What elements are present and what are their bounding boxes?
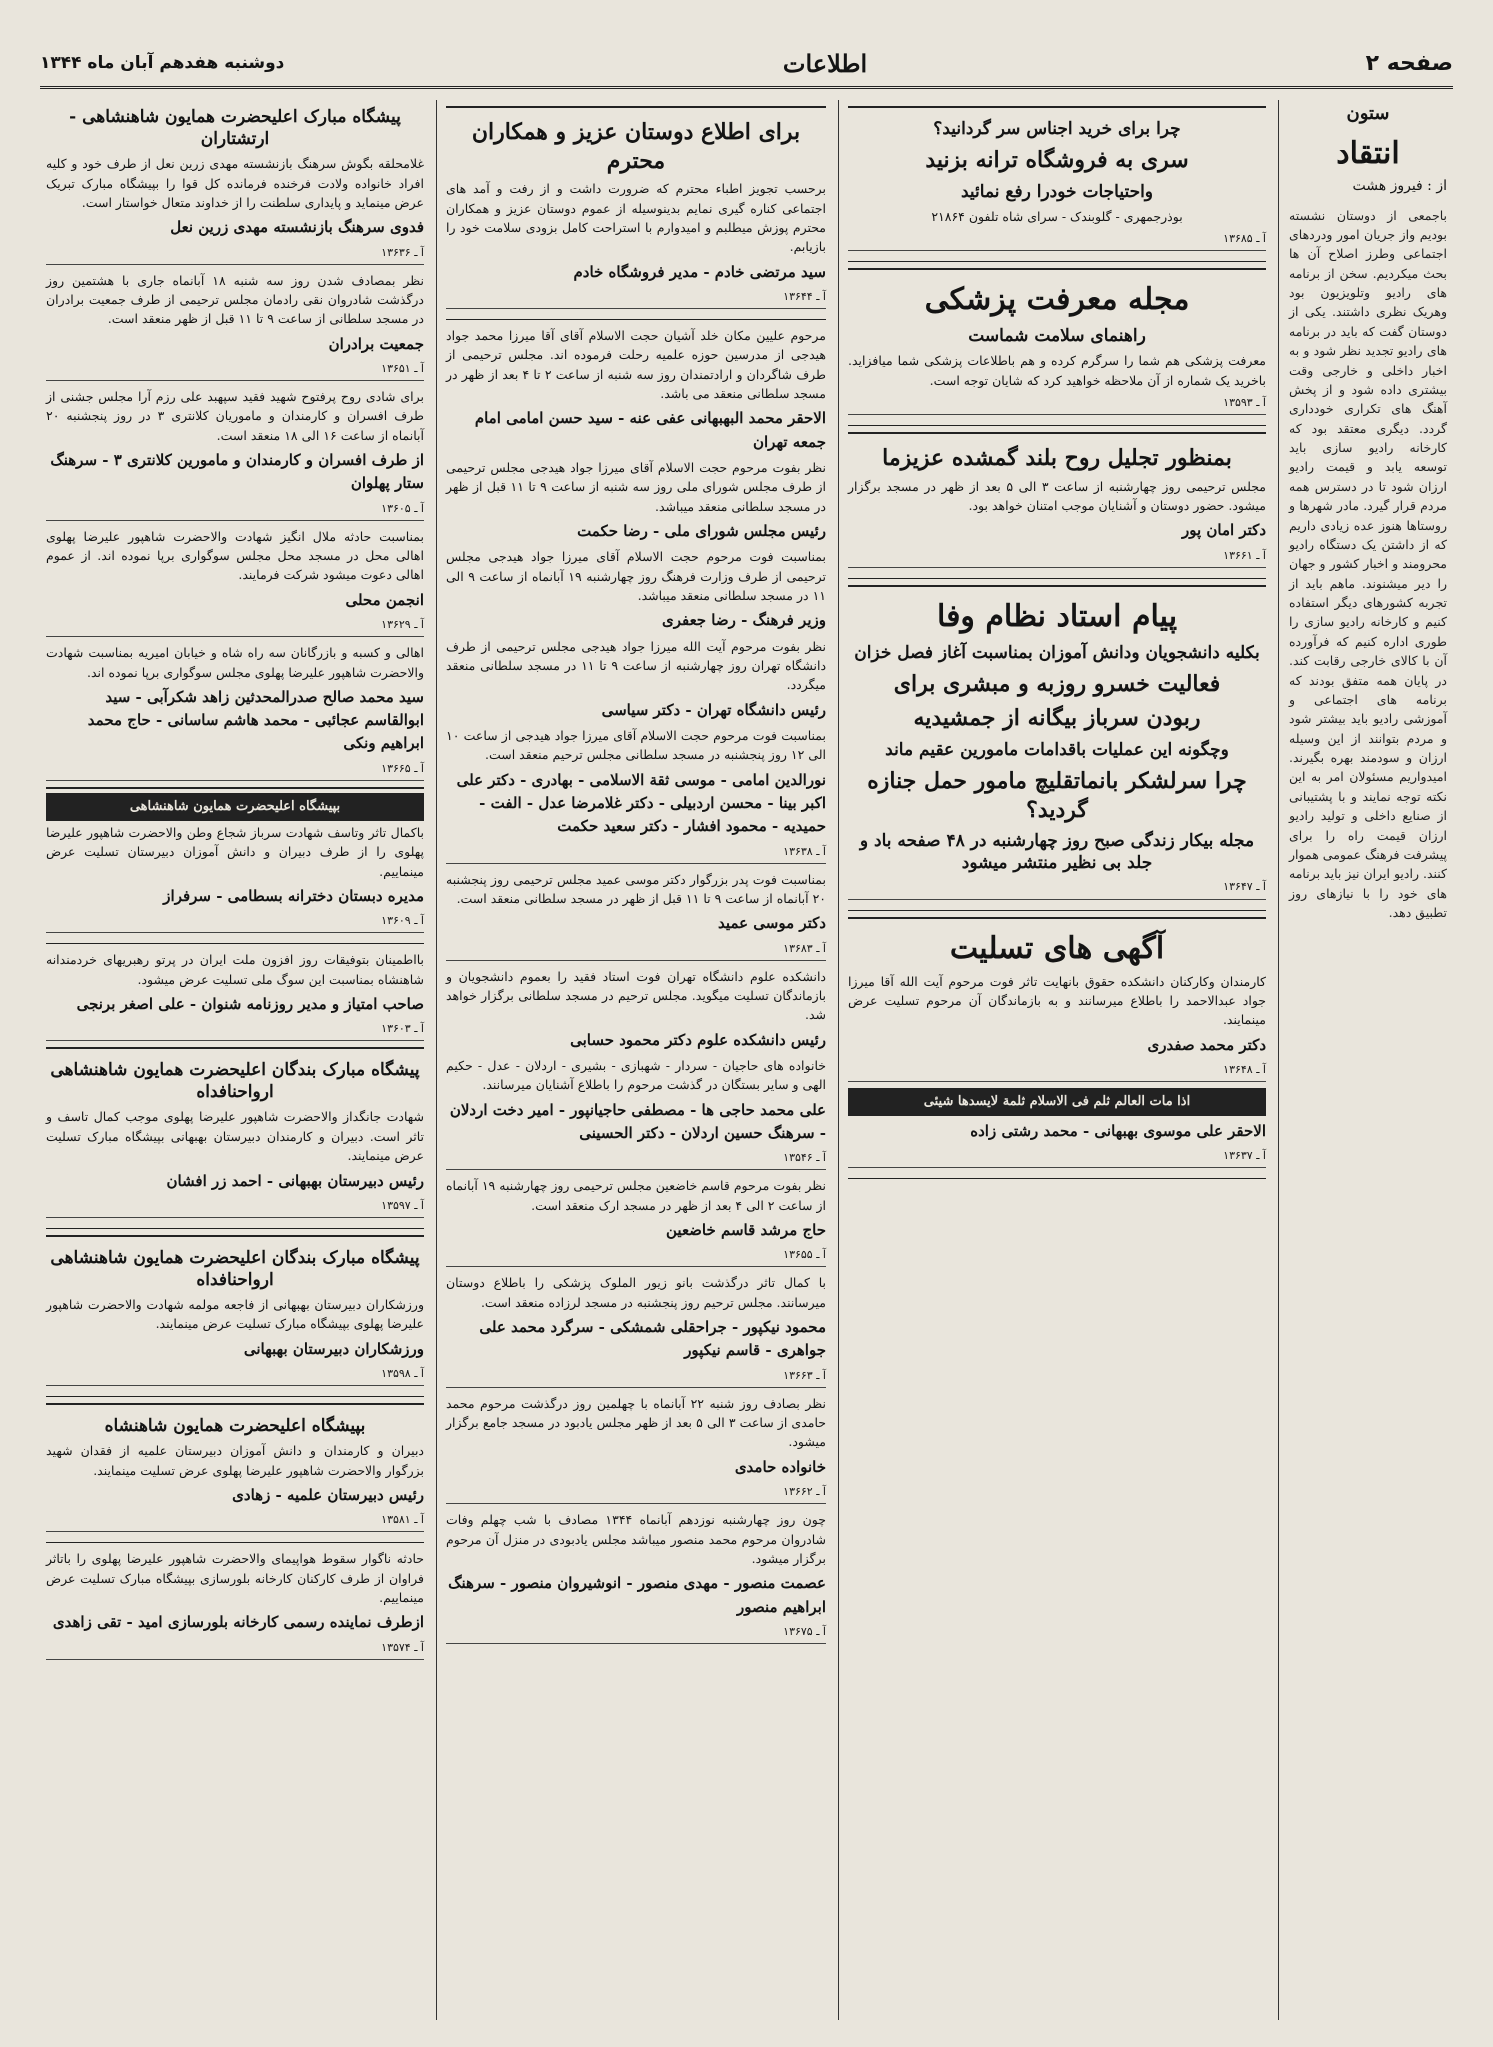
notice-body: نظر بمصادف شدن روز سه شنبه ۱۸ آبانماه جاری با هشتمین روز درگذشت شادروان نقی رادمان مجلس ترحیمی از طرف جمعیت برادران در مسجد سلطانی از ساعت ۹ تا ۱۱ قبل از ظهر منعقد است. bbox=[46, 272, 424, 327]
obituary-signature: رئیس دانشکده علوم دکتر محمود حسابی bbox=[570, 1030, 826, 1049]
ad-code: آ ـ ۱۳۶۸۳ bbox=[783, 941, 826, 955]
quote-banner: اذا مات العالم ثلم فی الاسلام ثلمة لایسدها شیئی bbox=[848, 1088, 1266, 1116]
notice-body: باکمال تاثر وتاسف شهادت سرباز شجاع وطن والاحضرت شاهپور علیرضا پهلوی را از طرف دبیران و دانش آموزان دبیرستان تسلیت عرض مینماییم. bbox=[46, 824, 424, 879]
notice-signature: از طرف افسران و کارمندان و مامورین کلانتری ۳ - سرهنگ ستار پهلوان bbox=[50, 451, 424, 493]
obituary-signature: نورالدین امامی - موسی ثقة الاسلامی - بهادری - دکتر علی اکبر بینا - محسن اردبیلی - دکتر غلامرضا عدل - الفت - حمیدیه - محمود افشار - دکتر سعید حکمت bbox=[456, 770, 826, 836]
feature-line: فعالیت خسرو روزبه و مبشری برای bbox=[893, 670, 1221, 697]
ad-code: آ ـ ۱۳۶۴۴ bbox=[783, 289, 826, 303]
column-divider bbox=[1278, 100, 1279, 2020]
condolence-signature: دکتر محمد صفدری bbox=[1147, 1035, 1266, 1054]
ad-store-address: بوذرجمهری - گلوبندک - سرای شاه تلفون ۲۱۸۶۴ bbox=[931, 208, 1183, 224]
condolence-title: آگهی های تسلیت bbox=[949, 930, 1165, 966]
feature-line: بکلیه دانشجویان ودانش آموزان بمناسبت آغاز فصل خزان bbox=[854, 642, 1260, 663]
obituary-item bbox=[446, 106, 826, 320]
magazine-body: معرفت پزشکی هم شما را سرگرم کرده و هم باطلاعات پزشکی شما میافزاید. باخرید یک شماره از آن ملاحظه خواهید کرد که شایان توجه است. bbox=[848, 353, 1266, 388]
obituary-body: بمناسبت فوت پدر بزرگوار دکتر موسی عمید مجلس ترحیمی روز پنجشنبه ۲۰ آبانماه از ساعت ۹ تا ۱۱ قبل از ظهر در مسجد سلطانی منعقد است. bbox=[446, 871, 826, 907]
ad-magazine bbox=[848, 268, 1266, 426]
notice-body: حادثه ناگوار سقوط هواپیمای والاحضرت شاهپور علیرضا پهلوی را باتاثر فراوان از طرف کارکنان کارخانه بلورسازی بپیشگاه مبارک تسلیت عرض مینماییم. bbox=[46, 1551, 424, 1606]
ad-code: آ ـ ۱۳۶۵۱ bbox=[381, 361, 424, 375]
obituary-item bbox=[446, 967, 826, 1052]
column-divider bbox=[436, 100, 437, 2020]
critique-title: انتقاد bbox=[1336, 135, 1400, 171]
ad-code: آ ـ ۱۳۵۸۱ bbox=[381, 1513, 424, 1527]
page-number: صفحه ۲ bbox=[1365, 50, 1453, 76]
obituary-item bbox=[446, 637, 826, 722]
ad-store-subtitle: سری به فروشگاه ترانه بزنید bbox=[925, 147, 1189, 174]
notice-item bbox=[46, 1235, 424, 1397]
notice-item bbox=[46, 787, 424, 945]
condolence-body: کارمندان وکارکنان دانشکده حقوق بانهایت تاثر فوت مرحوم آیت الله آقا میرزا جواد عبدالاحمد را باطلاع میرسانند و به بازماندگان آن مرحوم تسلیت عرض مینمایند. bbox=[848, 973, 1266, 1028]
notice-signature: سید محمد صالح صدرالمحدثین زاهد شکرآبی - سید ابوالقاسم عجائبی - محمد هاشم ساسانی - حاج محمد ابراهیم ونکی bbox=[87, 687, 424, 753]
notice-item bbox=[46, 643, 424, 781]
ad-code: آ ـ ۱۳۶۶۳ bbox=[783, 1368, 826, 1382]
notice-item bbox=[46, 1047, 424, 1229]
obituary-signature: سید مرتضی خادم - مدیر فروشگاه خادم bbox=[573, 262, 826, 281]
feature-line: مجله بیکار زندگی صبح روز چهارشنبه در ۴۸ صفحه باد و جلد بی نظیر منتشر میشود bbox=[859, 831, 1255, 874]
notice-signature: ورزشکاران دبیرستان بهبهانی bbox=[243, 1339, 424, 1358]
obituary-signature: عصمت منصور - مهدی منصور - انوشیروان منصور - سرهنگ ابراهیم منصور bbox=[448, 1574, 826, 1616]
paper-name: اطلاعات bbox=[782, 48, 868, 78]
feature-article bbox=[848, 585, 1266, 911]
ad-code: آ ـ ۱۳۵۴۶ bbox=[783, 1151, 826, 1165]
obituary-body: دانشکده علوم دانشگاه تهران فوت استاد فقید را بعموم دانشجویان و بازماندگان تسلیت میگوید. مجلس ترحیم در مسجد سلطانی برگزار خواهد شد. bbox=[446, 968, 826, 1023]
notice-banner: بپیشگاه اعلیحضرت همایون شاهنشاهی bbox=[46, 793, 424, 821]
obituary-signature: رئیس دانشگاه تهران - دکتر سیاسی bbox=[601, 700, 826, 719]
masthead bbox=[40, 40, 1453, 89]
ad-code: آ ـ ۱۳۶۰۳ bbox=[381, 1022, 424, 1036]
notice-title: پیشگاه مبارک بندگان اعلیحضرت همایون شاهنشاهی ارواحنافداه bbox=[50, 1060, 420, 1103]
obituary-body: بمناسبت فوت مرحوم حجت الاسلام آقای میرزا جواد هیدجی مجلس ترحیمی از طرف وزارت فرهنگ روز چهارشنبه ۱۹ آبانماه از ساعت ۹ الی ۱۱ در مسجد سلطانی منعقد میباشد. bbox=[446, 549, 826, 604]
ad-code: آ ـ ۱۳۶۳۷ bbox=[1223, 1149, 1266, 1163]
notice-item bbox=[46, 271, 424, 381]
notice-body: اهالی و کسبه و بازرگانان سه راه شاه و خیابان امیریه بمناسبت شهادت والاحضرت شاهپور علیرضا پهلوی مجلس سوگواری برپا نموده اند. bbox=[46, 645, 424, 680]
obituary-signature: محمود نیکپور - جراحقلی شمشکی - سرگرد محمد علی جواهری - قاسم نیکپور bbox=[479, 1318, 826, 1360]
notice-item bbox=[46, 387, 424, 521]
obituary-body: نظر بفوت مرحوم آیت الله میرزا جواد هیدجی مجلس ترحیمی از طرف دانشگاه تهران روز چهارشنبه از ساعت ۹ تا ۱۱ در مسجد سلطانی منعقد میگردد. bbox=[446, 638, 827, 693]
feature-line: چرا سرلشکر بانماتقلیچ مامور حمل جنازه گردید؟ bbox=[867, 768, 1247, 823]
notice-signature: جمعیت برادران bbox=[328, 334, 424, 353]
magazine-sub: راهنمای سلامت شماست bbox=[968, 326, 1146, 347]
notice-title: بپیشگاه اعلیحضرت همایون شاهنشاه bbox=[104, 1416, 366, 1437]
memorial-notice bbox=[848, 432, 1266, 579]
ad-code: آ ـ ۱۳۵۹۷ bbox=[381, 1198, 424, 1212]
obituary-body: نظر بفوت مرحوم حجت الاسلام آقای میرزا جواد هیدجی مجلس ترحیمی از طرف مجلس شورای ملی روز سه شنبه از ساعت ۹ تا ۱۱ قبل از ظهر در مسجد سلطانی منعقد میباشد. bbox=[446, 459, 827, 514]
obituary-signature: علی محمد حاجی ها - مصطفی حاجیانپور - امیر دخت اردلان - سرهنگ حسین اردلان - دکتر الحسینی bbox=[449, 1100, 826, 1143]
ad-code: آ ـ ۱۳۶۲۹ bbox=[381, 618, 424, 632]
obituary-body: با کمال تاثر درگذشت بانو زیور الملوک پزشکی را باطلاع دوستان میرسانند. مجلس ترحیم روز پنجشنبه در مسجد لرزاده منعقد است. bbox=[446, 1275, 826, 1310]
critique-body: باجمعی از دوستان نشسته بودیم واز جریان امور ودردهای اجتماعی وطرز اصلاح آن ها بحث میکردیم. سخن از برنامه های رادیو وتلویزیون بود وهریک نظری داشتند. یکی از دوستان گفت که باید در برنامه های رادیو تجدید نظر شود و به اخبار داخلی و خارجی وقت بیشتری داده شود و از پخش آهنگ های تکراری خودداری گردد. دیگری معتقد بود که کارخانه رادیو سازی باید توسعه یابد و قیمت رادیو ارزان شود تا در دسترس همه مردم قرار گیرد. مادر شهرها و روستاها هنوز عده زیادی داریم که از داشتن یک دستگاه رادیو محرومند و اخبار کشور و جهان را دیر میشنوند. ماهم باید از تجربه کشورهای دیگر استفاده کنیم و کارخانه رادیو سازی را طوری اداره کنیم که فرآورده آن با کالای خارجی رقابت کند. در پایان همه متفق بودند که برنامه های اجتماعی و آموزشی رادیو باید بیشتر شود و مردم بتوانند از این وسیله ارزان و سودمند بهره بگیرند. امیدواریم مسئولان امر به این نکته توجه نمایند و با پشتیبانی از صنایع داخلی و تولید رادیو ارزان قیمت راه را برای پیشرفت فرهنگ عمومی هموار کنند. رادیو ایران نیز باید برنامه های خود را با نیازهای روز تطبیق دهد. bbox=[1289, 207, 1447, 921]
column-condolences bbox=[40, 100, 430, 2020]
ad-store-title: چرا برای خرید اجناس سر گردانید؟ bbox=[933, 119, 1181, 139]
ad-code: آ ـ ۱۳۶۸۵ bbox=[1223, 232, 1266, 246]
ad-code: آ ـ ۱۳۶۰۵ bbox=[381, 501, 424, 515]
notice-item bbox=[46, 1403, 424, 1543]
obituary-body: چون روز چهارشنبه نوزدهم آبانماه ۱۳۴۴ مصادف با شب چهلم وفات شادروان مرحوم محمد منصور میباشد مجلس یادبودی در منزل آن مرحوم برگزار میشود. bbox=[446, 1512, 826, 1566]
notice-item bbox=[46, 950, 424, 1041]
ad-code: آ ـ ۱۳۶۶۱ bbox=[1223, 548, 1266, 562]
obituary-item bbox=[446, 726, 826, 864]
notice-title: پیشگاه مبارک بندگان اعلیحضرت همایون شاهنشاهی ارواحنافداه bbox=[50, 1247, 420, 1290]
obituary-body: خانواده های حاجیان - سردار - شهبازی - بشیری - اردلان - عدل - حکیم الهی و سایر بستگان در گذشت مرحوم را باطلاع آشنایان میرسانند. bbox=[446, 1058, 826, 1093]
obituary-item bbox=[446, 1176, 826, 1267]
obituary-body: مرحوم علیین مکان خلد آشیان حجت الاسلام آقای آقا میرزا محمد جواد هیدجی از مدرسین حوزه علمیه رحلت فرموده اند. مجلس ترحیمی از طرف شاگردان و ارادتمندان روز سه شنبه از ساعت ۲ تا ۴ بعد از ظهر در مسجد سلطانی منعقد می باشد. bbox=[446, 327, 827, 402]
obituary-item bbox=[446, 1394, 826, 1504]
obituary-item bbox=[446, 547, 826, 632]
ad-code: آ ـ ۱۳۶۶۵ bbox=[381, 761, 424, 775]
obituary-body: برحسب تجویز اطباء محترم که ضرورت داشت و از رفت و آمد های اجتماعی کناره گیری نمایم بدینوسیله از عموم دوستان عزیز و همکاران محترم پوزش میطلبم و امیدوارم با استراحت کامل بزودی سلامت خود را بازیابم. bbox=[446, 181, 826, 255]
ad-code: آ ـ ۱۳۶۷۵ bbox=[783, 1624, 826, 1638]
obituary-signature: خانواده حامدی bbox=[734, 1457, 826, 1476]
feature-title: پیام استاد نظام وفا bbox=[936, 598, 1178, 634]
notice-body: دبیران و کارمندان و دانش آموزان دبیرستان علمیه از فقدان شهید بزرگوار والاحضرت شاهپور علیرضا پهلوی عرض تسلیت مینمایند. bbox=[46, 1443, 424, 1478]
obituary-item bbox=[446, 458, 826, 543]
notice-body: برای شادی روح پرفتوح شهید فقید سپهبد علی رزم آرا مجلس جشنی از طرف افسران و کارمندان و ماموریان کلانتری ۳ در روز پنجشنبه ۲۰ آبانماه از ساعت ۱۶ الی ۱۸ منعقد است. bbox=[46, 389, 424, 443]
notice-title: پیشگاه مبارک اعلیحضرت همایون شاهنشاهی - ارتشتاران bbox=[69, 107, 401, 150]
ad-code: آ ـ ۱۳۶۵۵ bbox=[783, 1248, 826, 1262]
ad-code: آ ـ ۱۳۶۳۶ bbox=[381, 245, 424, 259]
notice-body: ورزشکاران دبیرستان بهبهانی از فاجعه مولمه شهادت والاحضرت شاهپور علیرضا پهلوی بپیشگاه مبارک تسلیت عرض مینمایند. bbox=[46, 1297, 424, 1332]
obituary-title: برای اطلاع دوستان عزیز و همکاران محترم bbox=[471, 119, 801, 174]
condolence-section bbox=[848, 917, 1266, 1180]
ad-store bbox=[848, 106, 1266, 262]
notice-signature: مدیره دبستان دخترانه بسطامی - سرفراز bbox=[163, 886, 424, 905]
column-divider bbox=[838, 100, 839, 2020]
notice-signature: انجمن محلی bbox=[345, 590, 424, 609]
critique-author: از : فیروز هشت bbox=[1352, 177, 1447, 194]
ad-code: آ ـ ۱۳۵۹۸ bbox=[381, 1367, 424, 1381]
obituary-signature: الاحقر محمد البهبهانی عفی عنه - سید حسن امامی امام جمعه تهران bbox=[474, 409, 826, 451]
magazine-title: مجله معرفت پزشکی bbox=[924, 282, 1190, 318]
column-obituaries bbox=[440, 100, 832, 2020]
notice-body: مجلس ترحیمی روز چهارشنبه از ساعت ۳ الی ۵ بعد از ظهر در مسجد برگزار میشود. حضور دوستان و آشنایان موجب امتنان خواهد بود. bbox=[848, 478, 1266, 514]
ad-code: آ ـ ۱۳۵۷۴ bbox=[381, 1640, 424, 1654]
ad-code: آ ـ ۱۳۶۳۸ bbox=[783, 844, 826, 858]
issue-date: دوشنبه هفدهم آبان ماه ۱۳۴۴ bbox=[40, 53, 285, 73]
notice-item bbox=[46, 527, 424, 637]
notice-body: بااطمینان بتوفیقات روز افزون ملت ایران در پرتو رهبریهای خردمندانه شاهنشاه بمناسبت این سوگ ملی تسلیت عرض میشود. bbox=[46, 952, 424, 987]
column-header: ستون bbox=[1346, 103, 1390, 124]
obituary-body: نظر بفوت مرحوم قاسم خاضعین مجلس ترحیمی روز چهارشنبه ۱۹ آبانماه از ساعت ۲ الی ۴ بعد از ظهر در مسجد ارک منعقد است. bbox=[446, 1178, 826, 1213]
obituary-item bbox=[446, 870, 826, 961]
feature-line: وچگونه این عملیات باقدامات مامورین عقیم ماند bbox=[885, 740, 1229, 761]
notice-signature: رئیس دبیرستان علمیه - زهادی bbox=[232, 1485, 424, 1504]
notice-signature: فدوی سرهنگ بازنشسته مهدی زرین نعل bbox=[170, 218, 424, 237]
obituary-item bbox=[446, 1273, 826, 1387]
obituary-body: نظر بصادف روز شنبه ۲۲ آبانماه با چهلمین روز درگذشت مرحوم محمد حامدی از ساعت ۳ الی ۵ بعد از ظهر مجلس یادبود در مسجد جامع برگزار میشود. bbox=[446, 1395, 826, 1450]
obituary-item bbox=[446, 326, 826, 454]
obituary-signature: وزیر فرهنگ - رضا جعفری bbox=[661, 611, 826, 630]
notice-body: غلامحلقه بگوش سرهنگ بازنشسته مهدی زرین نعل از طرف خود و کلیه افراد خانواده ولادت فرخنده فرمانده کل قوا را بپیشگاه مبارک تبریک عرض مینماید و پایداری سلطنت را از خداوند متعال خواستار است. bbox=[46, 156, 424, 210]
ad-code: آ ـ ۱۳۶۰۹ bbox=[381, 914, 424, 928]
obituary-signature: دکتر موسی عمید bbox=[718, 914, 826, 933]
obituary-item bbox=[446, 1056, 826, 1170]
notice-signature: ازطرف نماینده رسمی کارخانه بلورسازی امید - تقی زاهدی bbox=[52, 1613, 424, 1632]
notice-title: بمنظور تجلیل روح بلند گمشده عزیزما bbox=[882, 445, 1232, 472]
ad-store-line: واحتیاجات خودرا رفع نمائید bbox=[960, 181, 1154, 202]
quote-signature: الاحقر علی موسوی بهبهانی - محمد رشتی زاده bbox=[970, 1122, 1266, 1141]
ad-code: آ ـ ۱۳۶۴۸ bbox=[1223, 1062, 1266, 1076]
notice-signature: رئیس دبیرستان بهبهانی - احمد زر افشان bbox=[166, 1171, 424, 1190]
notice-signature: دکتر امان پور bbox=[1181, 521, 1266, 540]
ad-code: آ ـ ۱۳۶۶۲ bbox=[783, 1485, 826, 1499]
column-ads bbox=[842, 100, 1272, 2020]
notice-body: شهادت جانگداز والاحضرت شاهپور علیرضا پهلوی موجب کمال تاسف و تاثر است. دبیران و کارمندان دبیرستان بهبهانی بپیشگاه مبارک تسلیت عرض مینمایند. bbox=[46, 1109, 424, 1164]
notice-body: بمناسبت حادثه ملال انگیز شهادت والاحضرت شاهپور علیرضا پهلوی اهالی محل در مسجد محل مجلس سوگواری برپا نموده اند. از عموم اهالی دعوت میشود شرکت فرمایند. bbox=[46, 528, 424, 583]
obituary-item bbox=[446, 1510, 826, 1644]
notice-item bbox=[46, 106, 424, 265]
obituary-signature: رئیس مجلس شورای ملی - رضا حکمت bbox=[577, 522, 826, 541]
notice-signature: صاحب امتیاز و مدیر روزنامه شنوان - علی اصغر برنجی bbox=[76, 994, 424, 1013]
ad-code: آ ـ ۱۳۵۹۳ bbox=[1223, 396, 1266, 410]
critique-column bbox=[1283, 100, 1453, 2020]
obituary-body: بمناسبت فوت مرحوم حجت الاسلام آقای میرزا جواد هیدجی از ساعت ۱۰ الی ۱۲ روز پنجشنبه در مسجد سلطانی مجلس ترحیم منعقد است. bbox=[446, 728, 826, 763]
obituary-signature: حاج مرشد قاسم خاضعین bbox=[666, 1221, 826, 1240]
ad-code: آ ـ ۱۳۶۴۷ bbox=[1223, 880, 1266, 894]
notice-item bbox=[46, 1549, 424, 1659]
feature-line: ربودن سرباز بیگانه از جمشیدیه bbox=[913, 705, 1201, 732]
